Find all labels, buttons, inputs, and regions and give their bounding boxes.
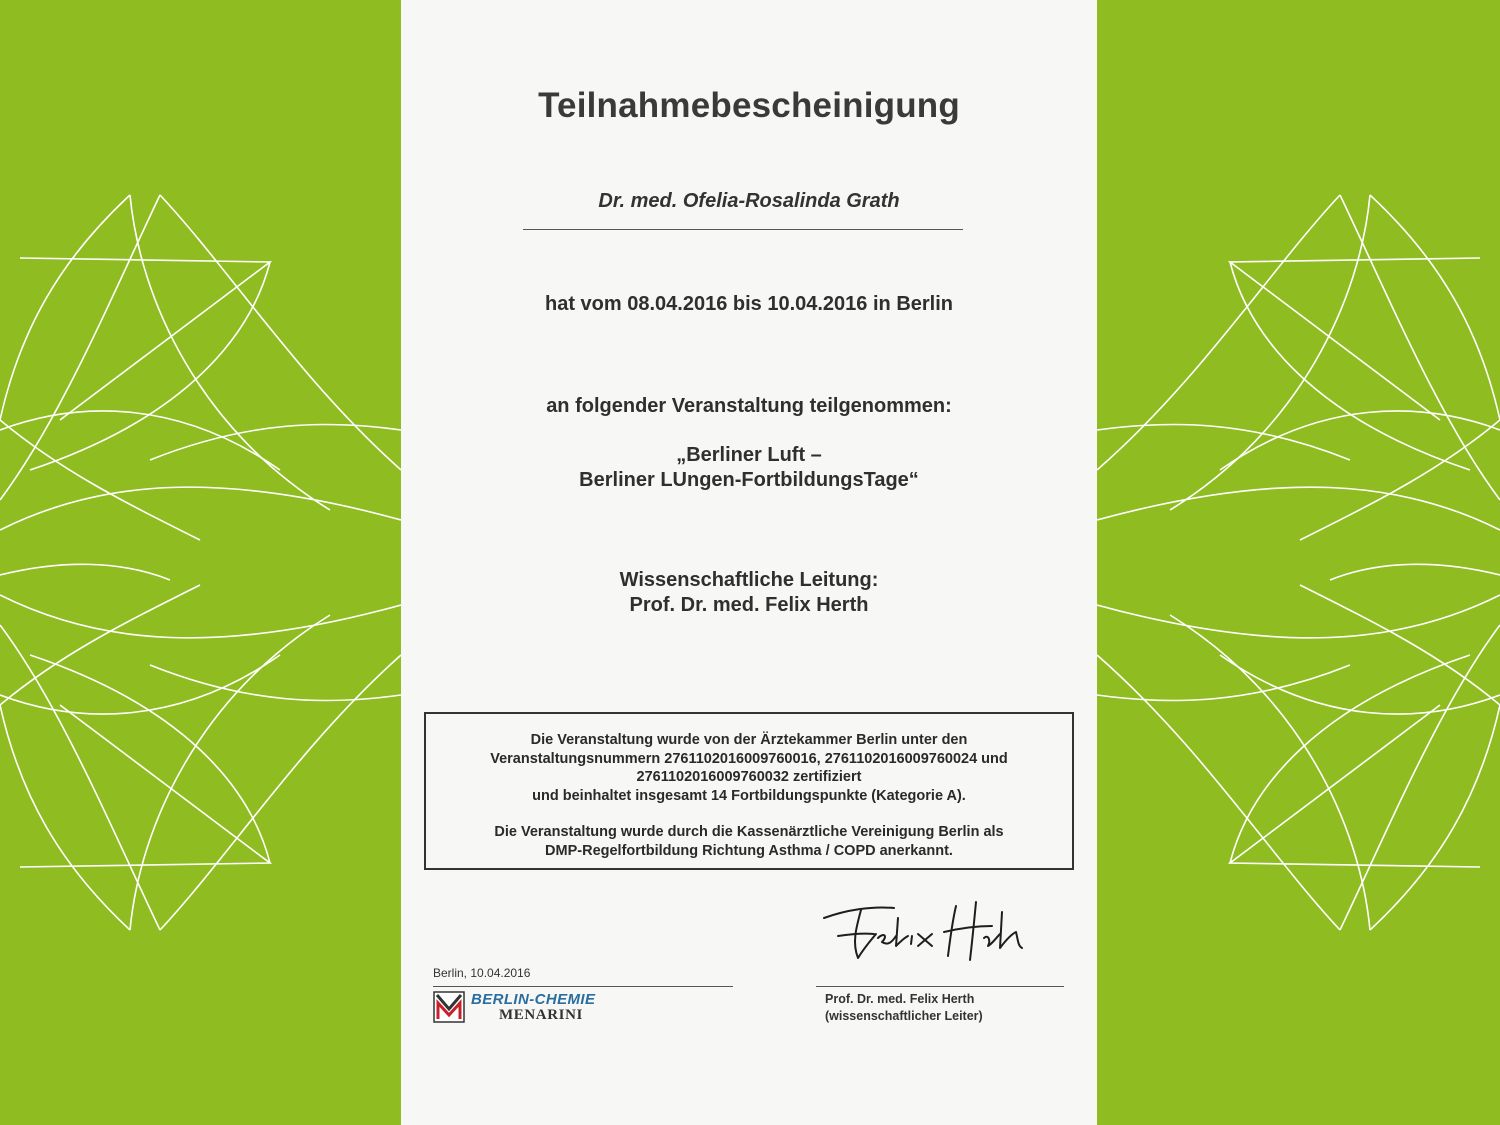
decorative-pattern-left (0, 0, 401, 1125)
place-date-rule (433, 986, 733, 987)
certificate-title: Teilnahmebescheinigung (538, 86, 960, 125)
kv-recognition-line: DMP-Regelfortbildung Richtung Asthma / COPD anerkannt. (545, 842, 953, 859)
certificate-paper (401, 0, 1097, 1125)
logo-text-berlin-chemie: BERLIN-CHEMIE (471, 991, 596, 1008)
accreditation-line: 2761102016009760032 zertifiziert (636, 769, 862, 785)
accreditation-box (424, 712, 1074, 870)
attendance-statement: an folgender Veranstaltung teilgenommen: (546, 395, 952, 417)
signer-role: (wissenschaftlicher Leiter) (825, 1009, 983, 1023)
place-date: Berlin, 10.04.2016 (433, 966, 531, 980)
berlin-chemie-logo (433, 991, 673, 1025)
signer-name: Prof. Dr. med. Felix Herth (825, 992, 975, 1006)
recipient-name: Dr. med. Ofelia-Rosalinda Grath (598, 190, 900, 212)
event-title-line1: „Berliner Luft – (676, 444, 822, 466)
event-title-line2: Berliner LUngen-FortbildungsTage“ (579, 469, 919, 491)
decorative-pattern-right (1097, 0, 1500, 1125)
scientific-lead-label: Wissenschaftliche Leitung: (619, 569, 879, 591)
kv-recognition-line: Die Veranstaltung wurde durch die Kassenärztliche Vereinigung Berlin als (494, 824, 1004, 840)
scientific-lead-name: Prof. Dr. med. Felix Herth (629, 594, 869, 616)
name-underline (523, 229, 963, 230)
accreditation-line: Veranstaltungsnummern 2761102016009760016, 2761102016009760024 und (490, 750, 1008, 767)
handwritten-signature (816, 888, 1046, 978)
menarini-logo-icon (433, 991, 465, 1023)
accreditation-line: und beinhaltet insgesamt 14 Fortbildungspunkte (Kategorie A). (532, 787, 966, 804)
accreditation-line: Die Veranstaltung wurde von der Ärztekammer Berlin unter den (530, 732, 968, 748)
logo-text-menarini: MENARINI (499, 1007, 583, 1023)
signature-rule (816, 986, 1064, 987)
attendance-dates: hat vom 08.04.2016 bis 10.04.2016 in Berlin (544, 293, 953, 315)
spacer (426, 805, 1072, 823)
